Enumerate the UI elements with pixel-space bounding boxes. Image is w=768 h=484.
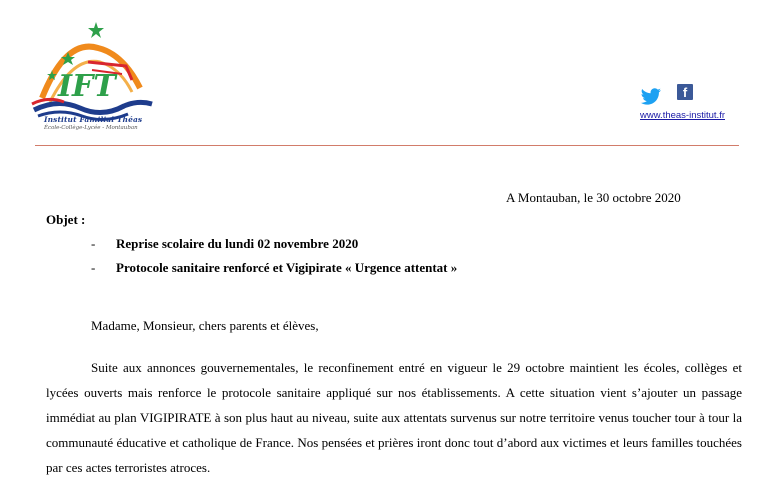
body-paragraph — [46, 355, 742, 480]
paragraph-line: immédiat au plan VIGIPIRATE à son plus haut au niveau, suite aux attentats survenus sur notre territoire venus toucher tour à tour la — [46, 410, 742, 425]
paragraph-line: par ces actes terroristes atroces. — [46, 460, 211, 475]
objet-dash: - — [91, 260, 96, 275]
objet-text: Reprise scolaire du lundi 02 novembre 2020 — [116, 236, 359, 251]
greeting: Madame, Monsieur, chers parents et élèves, — [91, 318, 319, 333]
objet-label: Objet : — [46, 212, 86, 227]
website-link[interactable]: www.theas-institut.fr — [640, 110, 725, 121]
objet-item — [91, 260, 457, 276]
header-divider — [35, 145, 739, 146]
paragraph-line: lycées ouverts mais renforce le protocole sanitaire appliqué sur nos établissements. A cette situation vient s’ajouter un passage — [46, 385, 742, 400]
facebook-icon[interactable]: f — [677, 84, 693, 100]
paragraph-line: communauté éducative et catholique de France. Nos pensées et prières iront donc tout d’abord aux victimes et leurs familles touchées — [46, 435, 742, 450]
logo-name: Institut Familial Théas — [44, 115, 143, 124]
place-date: A Montauban, le 30 octobre 2020 — [506, 190, 681, 205]
logo-tagline: École-Collège-Lycée - Montauban — [44, 125, 138, 131]
twitter-icon[interactable] — [640, 88, 662, 106]
objet-text: Protocole sanitaire renforcé et Vigipirate « Urgence attentat » — [116, 260, 458, 275]
objet-dash: - — [91, 236, 96, 251]
paragraph-line: Suite aux annonces gouvernementales, le reconfinement entré en vigueur le 29 octobre maintient les écoles, collèges et — [91, 360, 742, 375]
logo-letters: IFT — [58, 69, 116, 104]
objet-item — [91, 236, 358, 252]
